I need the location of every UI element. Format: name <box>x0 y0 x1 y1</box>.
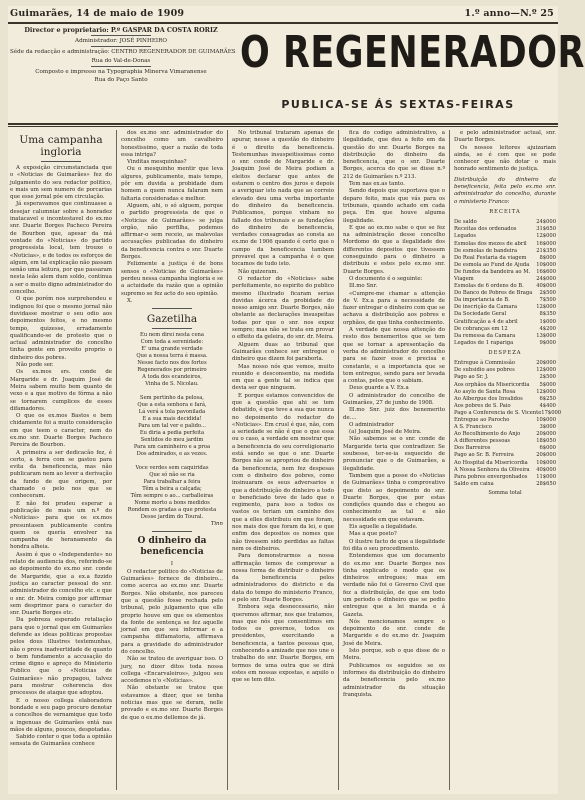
ledger-amount: 24$000 <box>536 276 556 283</box>
ledger-item: A S. Francisco <box>454 424 492 431</box>
poem-line: Voce verdes sem caquiridas <box>135 465 209 472</box>
printing-street: Rua do Paço Santo <box>94 77 148 84</box>
ledger-row <box>454 431 556 438</box>
ledger-amount: 40$000 <box>536 466 556 473</box>
ledger-item: A Nossa Senhora da Oliveira <box>454 466 530 473</box>
paragraph: Isto porque, sob o que disse de o Meira. <box>343 648 445 662</box>
paragraph: Publicamos os seguidos se os informes da distribuição do dinheiro da beneficencia pelo ex.mo administrador da situação franquista. <box>343 662 445 698</box>
paragraph: Não se tratou de averiguar isso. O jury, no dizer ditos toda nossa collega «Encarvaleiros», julgou seu accedemos n'o «Noticias». <box>121 656 223 685</box>
paragraph: O que porém nos surprehendeu e indignou foi que o mesmo jornal não duvidasse mostrar o seu odio aos depoimentos feitos, e no mesmo tempo, quizesse, erradamente qualificando-se de protesto que o actual administrador do concelho tinha gente em proveito proprio o dinheiro dos pobres. <box>10 296 112 361</box>
paragraph: «Cumpre-me chamar a attenção de V. Ex.a para a necessidade de fazer entregar o dinheiro com que se achava a distribuição aos pobres e orphãos, de que tinha conhecimento. <box>343 290 445 326</box>
ledger-amount: 28$650 <box>536 480 556 487</box>
poem-line: Para um caminheiro e a proa <box>133 444 211 451</box>
paragraph: Os nossos leitores ajuizariam ainda, se é com que se pode conhecer que não dotar o mais honrado sentimento de justiça. <box>454 144 556 173</box>
ledger-amount: 10$000 <box>536 261 556 268</box>
paragraph: Eis aquelle a ilegalidade. <box>349 524 418 531</box>
paragraph: Deus guarde a V. Ex.a <box>349 385 409 392</box>
poem-line: Vinha de S. Nicolau. <box>145 381 199 388</box>
administrator-line: Administrador: JOSÉ PINHEIRO <box>75 38 167 45</box>
ledger-item: Pago a Conferencia de S. Vicente <box>454 409 542 416</box>
ledger-amount: 4$200 <box>539 325 556 332</box>
ledger-row <box>454 438 556 445</box>
ledger-item: Para pobres envergonhados <box>454 473 528 480</box>
receipts-title: RECEITA <box>489 208 521 215</box>
paragraph: A exposição circumstanciada que o «Noticias de Guimarães» fez do julgamento do seu redactor politico, e mais um sem numero de porcarias que esse jornal póe em circulação. <box>10 165 112 201</box>
ledger-row <box>454 467 556 474</box>
poem-line: E a sua mais decidida! <box>142 416 202 423</box>
paragraph: O administrador <box>349 421 394 428</box>
ledger-item: Viagem <box>454 276 474 283</box>
ledger-item: De fundos da bandeira ao M. <box>454 268 531 275</box>
ledger-amount: 31$650 <box>536 226 556 233</box>
masthead-separator <box>91 35 151 36</box>
poem-line: Para trabalhar a feira <box>143 479 201 486</box>
poem-line: Desse jardim do Toural. <box>140 514 204 521</box>
paragraph: Não obstante se tratou que estavamos a dizer, que se tenha noticias mas que se deram, nelle provado e ex.mo snr. Duarte Borges de que o ex.mo dellemos de já. <box>121 685 223 721</box>
poem-line: Para um tal ver e palido... <box>138 423 206 430</box>
ledger-amount: 21$350 <box>536 247 556 254</box>
ledger-item: Esmolas de 6 ordens do B. <box>454 283 524 290</box>
ledger-amount: 3$000 <box>539 424 556 431</box>
paragraph: Tem nas ex.as tanto. <box>349 181 405 188</box>
ledger-amount: 12$000 <box>536 388 556 395</box>
ledger-total-label: Somma total <box>488 489 522 496</box>
column-rule <box>449 130 450 790</box>
ledger-amount: 8$350 <box>539 311 556 318</box>
paragraph: Não quizeram. <box>238 268 279 275</box>
paragraph: Não pode ser. <box>16 362 54 369</box>
ledger-row <box>454 262 556 269</box>
newspaper-title: O REGENERADOR <box>240 28 585 78</box>
ledger-row <box>454 340 556 347</box>
ledger-row <box>454 233 556 240</box>
poem-line: Eu nem direi nesta cena <box>140 332 204 339</box>
heading-rule <box>152 328 192 329</box>
masthead-rule-top <box>8 22 558 24</box>
paragraph: Embora seja desnecessario, não queremos afirmar, nos que tratamos, mas que nós que consentimos em todos os governos, todos os presidentes, exercitando a beneficencia, a tantos pessoas que, conhecendo a amizade que nos une o trabalho do snr. Duarte Borges, em termos de uma outra que se dirá estes em nossas expostas, e aquilo o que se tem dito. <box>232 604 334 684</box>
ledger-row <box>454 389 556 396</box>
article-body <box>121 130 223 305</box>
ledger-item: Gratificação a 4 de abril <box>454 318 518 325</box>
paragraph: Nós mencionamos sempre o depoimento do snr. conde de Margaride e do ex.mo dr. Joaquim José de Meira. <box>343 618 445 647</box>
ledger-item: Entregue ao Parocho <box>454 417 510 423</box>
ledger-amount: 12$000 <box>536 304 556 311</box>
article-body <box>10 165 112 749</box>
paragraph: Mas a que posto? <box>349 531 397 538</box>
heading-rule <box>41 161 81 162</box>
ledger-row <box>454 226 556 233</box>
poem-line: Com toda a serenidade: <box>140 339 204 346</box>
ledger-item: Dos Barreiros <box>454 445 491 452</box>
paragraph: E não foi prudeu esperar a publicação de mais um n.º do «Noticias» para que os ex.mos presuntasen publicamente contra quem os quería envolver na campanha de heranamento da hondra alheia. <box>10 500 112 551</box>
issue-date: Guimarães, 14 de maio de 1909 <box>10 8 185 19</box>
paragraph: O administrador do concelho de Guimarães, 27 de junho de 1908. <box>343 392 445 406</box>
column-5 <box>454 130 562 790</box>
gazette-poem <box>121 332 223 521</box>
ledger-row <box>454 269 556 276</box>
ledger-item: De inscrição da Camara <box>454 304 518 311</box>
column-4 <box>343 130 445 790</box>
beneficence-part-number: I <box>170 561 174 568</box>
ledger-row <box>454 241 556 248</box>
ledger-item: Ao asylo de Santa Rosa <box>454 388 516 395</box>
ledger-item: Saldo em caixa <box>454 480 494 487</box>
paragraph: O redactor do «Noticias» sabe perfeitamente, no espirito do publico mesmo illustrado ficaram serias duvidas ácerca da probidade do nosso amigo snr. Duarte Borges, não obstante as declarações insuspeitas todas por que o snr. nos expoz sempre; mas não se trata em provar o effeito da geleira, do snr. dr. Meira. <box>232 275 334 341</box>
ledger-amount: 20$000 <box>536 452 556 459</box>
ledger-item: Entregue à Commissão <box>454 360 516 367</box>
poem-line: Sem pertinho da pelosa, <box>140 395 204 402</box>
paragraph: O redactor politico do «Noticias de Guimarães» fornece de dinheiro... como acerca ao ex.mo snr. Duarte Borges. Não obstante, nos pareceu que a questão fosse rechada pelo tribunal, pelo julgamento que elle proprio houve em que os elementos da fonte de sentença se fez aquelle jornal em que seu informar e a campanha diffamatoria, affirmava para a gravidade do administrador do concelho. <box>121 568 223 655</box>
top-line <box>8 8 558 22</box>
poem-line: Regenerados por primeiro <box>137 367 207 374</box>
expenses-ledger <box>454 360 562 488</box>
paragraph: Tambem que a posse do «Noticias de Guimarães» tinha o comprovativo que disto ao depoimento do snr. Duarte Borges, que por estas condições quando das e chegou ao conhecimento as tal e não necessidade em que estavam. <box>343 472 445 523</box>
ledger-amount: 20$000 <box>536 431 556 438</box>
article-body <box>343 130 445 699</box>
ledger-row <box>454 367 556 374</box>
section-rule <box>152 308 192 309</box>
poem-line: E' uma grande verdade <box>141 346 203 353</box>
newspaper-page <box>8 6 585 794</box>
ledger-amount: 10$000 <box>536 417 556 423</box>
gazette-heading: Gazetilha <box>146 313 198 326</box>
ledger-amount: 9$000 <box>539 339 556 346</box>
poem-line: Rondem os gradas a que protesta <box>127 507 217 514</box>
ledger-row <box>454 460 556 467</box>
ledger-row <box>454 382 556 389</box>
ledger-row <box>454 311 556 318</box>
poem-line <box>121 458 223 465</box>
printing-line: Composto e impresso na Typographia Minerva Vimaranense <box>35 68 207 75</box>
ledger-item: Da importancia de B. <box>454 297 510 304</box>
ledger-item: Receitas dos ordenados <box>454 226 517 233</box>
distribution-heading: Distribuição do dinheiro da beneficencia, feita pelo ex.mo snr. administrador do concelho, durante o ministerio Franco: <box>454 176 556 205</box>
poem-line: Lá verá a tola pavonilada <box>138 409 206 416</box>
paragraph: dos ex.mo snr. administrador do concelho como um cavalheiro honestissimo, quer a razão de toda essa intriga? <box>121 130 223 158</box>
ledger-item: Da remessa da Camara <box>454 332 516 339</box>
ledger-row <box>454 290 556 297</box>
paragraph: O documento é o seguinte: <box>349 275 423 282</box>
poem-line: A toda dos ecandeiros, <box>142 374 202 381</box>
ledger-amount: 11$000 <box>536 473 556 480</box>
column-rule <box>338 130 339 790</box>
ledger-row <box>454 374 556 381</box>
paragraph: Sabido conter o que toda a opinião sensata de Guimarães conhece <box>10 734 112 748</box>
poem-signature: Tinn <box>210 521 223 528</box>
poem-line: Nesse facto nos dos fortes <box>137 360 207 367</box>
paragraph: Alguem, ahi, o só alguem, porque o partido progressista de que o «Noticias de Guimarães» se julga orgão, não perfilha, podemos affirmar-o sem receio, as malevolas accusações publicadas do dinheiro da beneficencia contra o snr. Duarte Borges. <box>121 202 223 261</box>
paragraph: Felizmente a justiça é de bons sensos o «Noticias de Guimarães» perdeu nessa campanha ingloria e se a actuidade da razão que a opinião supremo se fez acto do seu opinião. <box>121 261 223 297</box>
paragraph: Ou o mesquinho mentir que leva algures, publicamente, mais tempo, pôr em duvida a probidade dum homem a quem nunca falaram nem faltaria consideradas e melhor. <box>121 166 223 202</box>
masthead-separator <box>91 66 151 67</box>
poem-line: Que só não se ria <box>149 472 195 479</box>
ledger-amount: 7$500 <box>539 297 556 304</box>
poem-line: Têm a beira a calçada; <box>142 486 202 493</box>
ledger-item: Esmolas dos mezes de abril <box>454 240 527 247</box>
beneficence-body <box>121 569 223 722</box>
paragraph: e pelo administrador actual, snr. Duarte Borges. <box>454 130 556 144</box>
ledger-amount: 18$050 <box>536 438 556 445</box>
paragraph: fica do codigo administrativo, a ilegalidade, que deu a feito em da questão do snr. Duarte Borges na distribuição do dinheiro da beneficencia, que o snr. Duarte Borges, acerca do que se disse n.º 212 de Guimarães n.º 213. <box>343 130 445 180</box>
ledger-row <box>454 333 556 340</box>
newspaper-subtitle: PUBLICA-SE ÁS SEXTAS-FEIRAS <box>281 98 515 111</box>
ledger-amount: 20$000 <box>536 360 556 367</box>
article-body <box>454 130 556 174</box>
paragraph: Vinditas mesquinhas? <box>127 159 187 166</box>
paragraph: E o nosso collega elaboradora bondade e seu pago procuro denotar a concelhos de vernamique que todo a ingenuas de Guimarães entá nas mãos de alguns, poucos, despotadas. <box>10 697 112 733</box>
ledger-item: De subsidio aos pobres <box>454 367 515 374</box>
column-2 <box>121 130 223 790</box>
poem-line: Que a esta senhora e fará, <box>137 402 207 409</box>
paragraph: Mas nosso nós que vemos, muito reunido e desconsentio, na medida em que a gente tal se indica que devia ser que ninguem. <box>232 363 334 392</box>
poem-line: Eu diria a pedia perfeita <box>139 430 205 437</box>
director-line: Director e proprietario: P.º GASPAR DA COSTA RORIZ <box>24 26 218 34</box>
poem-line: Têm sempre o ao... carballeiras <box>130 493 214 500</box>
ledger-row <box>454 481 556 488</box>
paragraph: Para demonstrarmos a nossa affirmação temos de comprovar a nossa forma de distribuir o dinheiro da beneficencia pelos administradores do districto e da data do tempo do ministerio Franco, e pelo snr. Duarte Borges. <box>232 553 334 603</box>
ledger-row <box>454 445 556 452</box>
ledger-amount: 13$000 <box>536 332 556 339</box>
poem-line <box>121 388 223 395</box>
ledger-row <box>454 424 556 431</box>
column-rule <box>227 130 228 790</box>
ledger-row <box>454 452 556 459</box>
ledger-item: A differentes pessoas <box>454 438 511 445</box>
paragraph: Ill.mo Snr. juiz dos benemerito de.... <box>343 407 445 421</box>
masthead-info <box>10 26 236 84</box>
poem-line: Sentidos do meu jardim <box>140 437 204 444</box>
ledger-amount: 6$000 <box>539 445 556 452</box>
paragraph: O que os ex.mos Bastos e bem chidamente foi a muito consideração em que teem o caracter, nem do ex.mo snr. Duarte Borges Pacheco Pereira de Bourbon. <box>10 413 112 449</box>
ledger-item: Pago ao Sr. J. <box>454 374 489 381</box>
ledger-amount: 17$000 <box>541 409 562 416</box>
receipts-ledger <box>454 219 556 347</box>
paragraph: Já esperavamos que continuasse a desejar calumniar sobre a honradez inatacavel e incontestavel do ex.mo snr. Duarte Borges Pacheco Pereira de Bourbon que, apesar da má vontade do «Noticias» do partido progressista local, tem trouxe o «Noticias», e de todos os esforços de algum, em tal explicação não passam senão uma leitura, por que passaram nesta leão alem dum soldo, continua a ser o muito digno administrador do concelho. <box>10 201 112 296</box>
paragraph: Assim é que o «Independente» no relato de audiencia dos, referindo-se ao depoimento do ex.mo snr. conde de Margaride, que a ex.a fizzido justiça ao caracter pessoal do snr. administrador do concelho etc. e que o snr. dr. Meira comigo por affirmar sem desprimor para o caracter do snr. Duarte Borges etc. <box>10 551 112 617</box>
ledger-row <box>454 219 556 226</box>
ledger-amount: 10$000 <box>536 459 556 466</box>
paragraph: (a) Joaquim José de Meira. <box>349 429 422 436</box>
masthead-rule-bottom-thin <box>8 126 558 127</box>
ledger-item: De saldo <box>454 219 477 226</box>
ledger-item: Do Real Festaria da viagem <box>454 254 527 261</box>
ledger-amount: 12$000 <box>536 233 556 240</box>
paragraph: E que ao ex.mo sabe o que se fez na administração desse concelho Mordomo do que a ilegalidade dos differentes depositos que tivessem conseguindo para o dinheiro a distribuiu e estes pelo ex.mo snr. Duarte Borges. <box>343 224 445 275</box>
ledger-amount: 6$250 <box>539 395 556 402</box>
ledger-amount: 2$500 <box>539 374 556 381</box>
paragraph: A verdade que nossa attenção do resto dos benemeritos que se tem que se tornar a apresentação da verba do administrador do concelho para se fazer esse e precisa e constante, e a importancia que se tem entregue, sendo para ser levada a contas, pelos que o sabiam. <box>343 327 445 385</box>
ledger-item: Pago ao Sr. B. Ferreira <box>454 452 514 459</box>
ledger-amount: 1$000 <box>539 318 556 325</box>
ledger-amount: 24$000 <box>536 219 556 226</box>
poem-line: Nome morto a bons medidos <box>134 500 210 507</box>
ledger-row <box>454 255 556 262</box>
column-1 <box>10 130 112 790</box>
ledger-item: Ao Hospital da Misericordia <box>454 459 528 466</box>
paragraph: O ilustre facto de que a ilegalidade foi dita o seu procedimento. <box>343 538 445 552</box>
ledger-amount: 2$500 <box>539 290 556 297</box>
ledger-amount: 4$400 <box>539 402 556 409</box>
ledger-row <box>454 396 556 403</box>
ledger-item: Ao Recolhimento do Anjo <box>454 431 521 438</box>
ledger-amount: 16$600 <box>536 268 556 275</box>
ledger-row <box>454 403 556 410</box>
ledger-amount: 12$000 <box>536 367 556 374</box>
ledger-total <box>454 490 556 497</box>
masthead-rule-bottom <box>8 123 558 125</box>
column-3 <box>232 130 334 790</box>
paragraph: Sendo depois que suportava que o deparo feito, mais que vás para os tribunais, quando achado em cada peça. Em que houve alguma ilegalidade. <box>343 188 445 224</box>
ledger-row <box>454 417 556 424</box>
ledger-item: Legados <box>454 233 477 240</box>
paragraph: Os ex.mos srs. conde de Margaride e dr. Joaquim José de Meira sabem muito bem quanto de vexo e a que motivo de fórma a não se tornarem cumplices de esses difamadores. <box>10 369 112 412</box>
editorial-street: Rua do Val-de-Donas <box>91 57 151 64</box>
paragraph: Alguem duas ao tribunal que Guimarães conhece ser entregue o dinheiro que dizem foi paraborla. <box>232 341 334 363</box>
ledger-amount: 40$000 <box>536 283 556 290</box>
ledger-item: De cobranças em 12 <box>454 325 508 332</box>
masthead-separator <box>91 46 151 47</box>
ledger-amount: 16$000 <box>536 240 556 247</box>
editorial-line: Séde da redacção e administração: CENTRO REGENERADOR DE GUIMARÃES <box>10 49 236 56</box>
paragraph: Entendemos que um documento do ex.mo snr. Duarte Borges nos tinha explicado o modo que os dinheiros entregues; mas em verdade não foi o Governo Civil que fez a distribuição, de que em todo um periodo o dinheiro que se pediu entregue que a lei manda e á Gazeta. <box>343 553 445 618</box>
paragraph: Da pobreza esperado retaliação para que o jornal que em Guimarães defende as ideas politicas propostas pelos dous illustres testemunhas, não o prova inadvertidade de quanto o bem fundamento a accusação do crime digno e apreço do Ministerio Publico que o «Noticias de Guimarães» não propagou, talvez para mostrar coherencia dos processos de ataque que adoptou. <box>10 617 112 697</box>
paragraph: A primeira a ser dedicacão fez, é certo, a ferra com se gastou para evita da beneficencia, mas não publicaram nem ao lever a derivação da fundo de que origem, por chamado o pelo nos que se conheceram. <box>10 449 112 500</box>
paragraph: No tribunal trataram apenas de apurar, nesse a questão do dinheiro é o direito da beneficencia. Testemunhas insuspeitissimas como o snr. conde de Margaride e dr. Joaquim José de Meira podiam a eleitos declarar que antes de estarem o centro dos juros e depois a averiguar isto nada que ao correio elevado deu uma verba importante do dinheiro da beneficencia. Publicamos, porque vinham no fallado dos tribunais e as fundações do dinheiro de beneficencia, verdades consagradas ao consta ao ex.mo de 1906 quando é certo que o campo da beneficencia tambem provavel que a campanha é o que tocamos de tudo isto. <box>232 130 334 268</box>
ledger-item: De esmola ao Fund de Ajuda <box>454 261 530 268</box>
ledger-row <box>454 409 562 417</box>
paragraph: Não sabemos se o snr. conde de Margaride teria que contradizer. Se soubesse, ter-se-ia esquecido de pronunciar que o de Guimarães, a ilegalidade. <box>343 436 445 472</box>
ledger-row <box>454 248 556 255</box>
poem-line: Dos admirados, e as vezes. <box>136 451 208 458</box>
ledger-amount: 8$000 <box>539 254 556 261</box>
beneficence-heading: O dinheiro da beneficencia <box>137 536 207 558</box>
article-body <box>232 130 334 685</box>
section-rule <box>152 531 192 532</box>
ledger-row <box>454 360 556 367</box>
ledger-row <box>454 276 556 283</box>
paragraph: E porque estamos convencidos de que a questão que ahi se tem debatido, é que teve a sua que nunca no depoimento do redactor do «Noticias». Em crusl é que, não, com a seriedade se não é que o que essa ou o caso, a verdade em mostrar que a beneficencia do seu correligionario está sendo se que o snr. Duarte Borges não se apropriou de dinheiro da beneficencia, nem fez despesas com o dinheiro dos pobres, como insinuaram os seus adversarios e que a distribuição do dinheiro a todo o beneficiado teve de lado que o regimento, para isso a todos os vastos os teriam um caminho dos que a elles distribuiu em que foram, nos mais dos que foram da lei, e que enfim dos depositos os nomes que não tivessem sido perdidas as faltas nem os dinheiros. <box>232 392 334 552</box>
ledger-item: Aos orphãos da Misericordia <box>454 381 530 388</box>
paragraph: Ill.mo Snr. <box>349 283 378 290</box>
ledger-row <box>454 474 556 481</box>
expenses-title: DESPEZA <box>488 349 522 356</box>
ledger-item: Da Sociedade Geral <box>454 311 507 318</box>
ledger-row <box>454 326 556 333</box>
ledger-row <box>454 319 556 326</box>
ledger-item: Aos pobres de S. Paio <box>454 402 511 409</box>
ledger-item: Ao Albergue dos Invalidos <box>454 395 523 402</box>
column-rule <box>116 130 117 790</box>
issue-number: 1.º anno—N.º 25 <box>464 8 554 19</box>
ledger-item: Do Banco de Pobres de Braga <box>454 290 533 297</box>
ledger-amount: 5$000 <box>539 381 556 388</box>
ledger-row <box>454 304 556 311</box>
ledger-row <box>454 283 556 290</box>
article-heading: Uma campanha ingloria <box>19 134 103 158</box>
poem-line: Que a nossa terra é massa. <box>136 353 208 360</box>
ledger-item: Legados de 1 rapariga <box>454 339 514 346</box>
paragraph: X. <box>127 297 133 304</box>
ledger-item: De esmolas de bandeira <box>454 247 518 254</box>
